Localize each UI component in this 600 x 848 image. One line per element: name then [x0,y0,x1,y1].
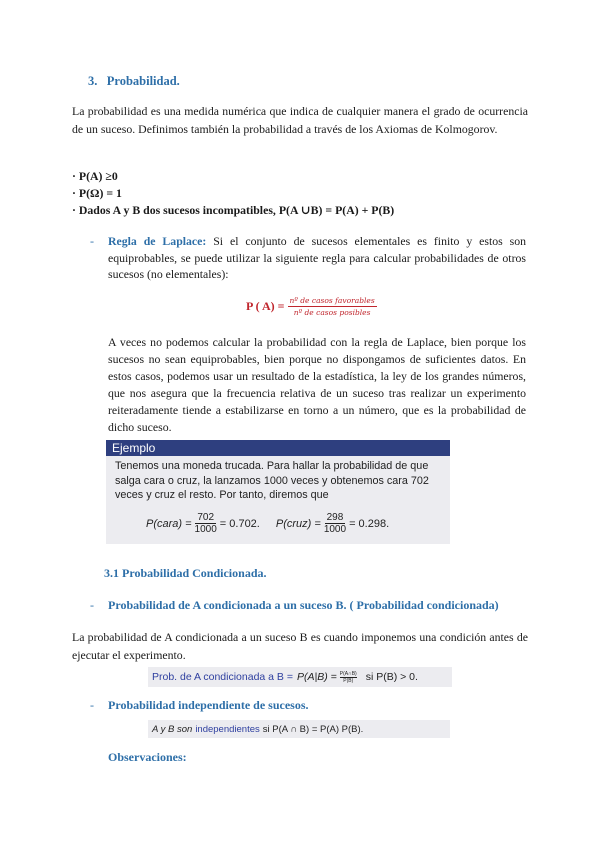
independent-heading: Probabilidad independiente de sucesos. [108,698,309,712]
laplace-followup: A veces no podemos calcular la probabilidad con la regla de Laplace, bien porque los sucesos no sean equiprobables, bien porque no dispongamos de suficientes datos. En estos casos, podemos usar un resultado de la estadística, la ley de los grandes números, que nos asegura que la frecuencia relativa de un suceso tras realizar un experimento reiteradamente tiende a estabilizarse en torno a un número, que es la probabilidad de dicho suceso. [108,335,526,434]
conditional-bullet: - [90,598,94,612]
cara-fraction [195,512,217,535]
laplace-label: Regla de Laplace: [108,234,207,248]
intro-paragraph: La probabilidad es una medida numérica que indica de cualquier manera el grado de ocurrencia de un suceso. Definimos también la probabilidad a través de los Axiomas de Kolmogorov. [72,104,528,136]
example-formula [146,512,389,535]
laplace-bullet: - [90,234,94,248]
conditional-box-fraction [340,671,357,684]
cruz-fraction [324,512,346,535]
laplace-numerator: nº de casos favorables [289,296,375,305]
laplace-fraction [288,296,377,317]
example-text: Tenemos una moneda trucada. Para hallar la probabilidad de que salga cara o cruz, la lanzamos 1000 veces y obtenemos cara 702 veces y cruz el resto. Por tanto, diremos que [115,460,429,502]
section-heading [88,74,180,89]
conditional-box-den: P(B) [343,677,354,684]
section-title: Probabilidad. [106,74,180,88]
cara-den: 1000 [194,524,217,535]
cara-lhs: P(cara) = [146,517,192,530]
cruz-rhs: = 0.298. [349,517,390,530]
example-header: Ejemplo [106,440,450,456]
axiom-2: · P(Ω) = 1 [72,186,122,200]
cara-rhs: = 0.702. [219,517,260,530]
independent-bullet: - [90,698,94,712]
laplace-denominator: nº de casos posibles [293,308,371,317]
laplace-formula [246,296,377,317]
conditional-box-num: P(A∩B) [339,670,357,677]
axiom-1: · P(A) ≥0 [72,169,118,183]
conditional-heading: 3.1 Probabilidad Condicionada. [104,566,267,580]
independent-box-key: independientes [195,723,260,735]
independent-box-post: si P(A ∩ B) = P(A) P(B). [262,723,364,735]
cruz-den: 1000 [323,524,347,535]
independent-formula-box [148,720,450,738]
axioms-list [72,168,394,219]
cruz-num: 298 [326,512,344,523]
laplace-paragraph [108,233,526,283]
cara-num: 702 [197,512,215,523]
laplace-text: Si el conjunto de sucesos elementales es finito y estos son equiprobables, se puede utilizar la siguiente regla para calcular probabilidades de otros sucesos (no elementales): [108,234,526,281]
section-number: 3. [88,74,98,88]
conditional-box-cond: si P(B) > 0. [365,671,418,683]
independent-box-pre: A y B son [152,723,193,735]
conditional-box-label: Prob. de A condicionada a B = [152,671,293,683]
conditional-formula-box [148,667,452,687]
conditional-text: La probabilidad de A condicionada a un suceso B es cuando imponemos una condición antes de ejecutar el experimento. [72,630,528,662]
laplace-formula-lhs: P ( A) = [246,299,285,313]
cruz-lhs: P(cruz) = [275,517,321,530]
axiom-3: · Dados A y B dos sucesos incompatibles, P(A ∪B) = P(A) + P(B) [72,203,395,217]
example-box [106,440,450,544]
conditional-subheading: Probabilidad de A condicionada a un suceso B. ( Probabilidad condicionada) [108,598,499,612]
conditional-box-expr: P(A|B) = [296,671,337,683]
observations-heading: Observaciones: [108,750,187,764]
